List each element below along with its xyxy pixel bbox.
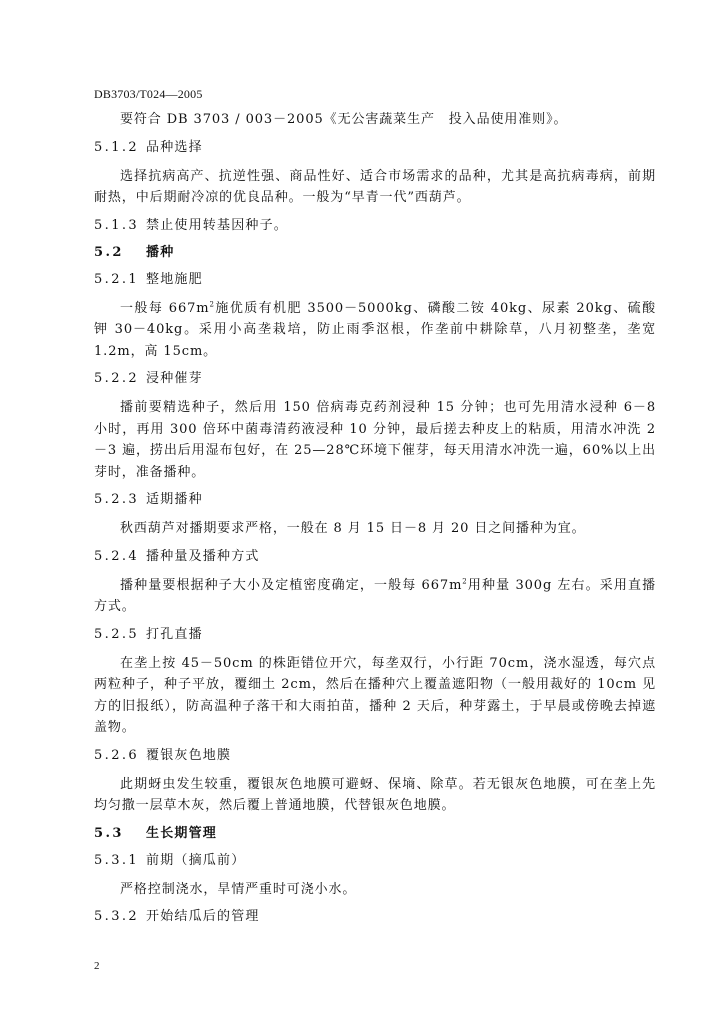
text-run: 播种量要根据种子大小及定植密度确定，一般每 667m — [120, 577, 463, 593]
section-title: 禁止使用转基因种子。 — [146, 217, 289, 233]
section-title: 生长期管理 — [146, 825, 218, 841]
section-5-2-2-heading — [94, 370, 656, 388]
section-5-2-2-paragraph: 播前要精选种子，然后用 150 倍病毒克药剂浸种 15 分钟；也可先用清水浸种 6－8 小时，再用 300 倍环中菌毒清药液浸种 10 分钟，最后搓去种皮上的粘质，用清水冲洗 2－3 遍，捞出后用湿布包好，在 25—28℃环境下催芽，每天用清水冲洗一遍，60%以上出芽时，准备播种。 — [94, 400, 656, 480]
section-title: 播种 — [146, 244, 175, 260]
standard-code-header: DB3703/T024—2005 — [94, 87, 203, 101]
section-title: 播种量及播种方式 — [146, 548, 260, 564]
section-5-3-heading — [94, 825, 656, 843]
section-5-2-5-paragraph: 在垄上按 45－50cm 的株距错位开穴，每垄双行，小行距 70cm，浇水湿透，每穴点两粒种子，种子平放，覆细土 2cm，然后在播种穴上覆盖遮阳物（一般用裁好的 10cm 见方的旧报纸），防高温种子落干和大雨拍苗，播种 2 天后，种芽露土，于早晨或傍晚去掉遮盖物。 — [94, 655, 656, 735]
section-5-2-4-heading — [94, 548, 656, 566]
section-number: 5.2.6 — [94, 747, 140, 763]
section-number: 5.2.4 — [94, 548, 140, 564]
superscript: 2 — [462, 577, 468, 586]
section-title: 浸种催芽 — [146, 371, 203, 386]
section-number: 5.2.5 — [94, 626, 140, 642]
section-number: 5.2 — [94, 244, 124, 260]
section-number: 5.2.1 — [94, 271, 140, 287]
section-5-2-1-heading — [94, 271, 656, 289]
section-5-3-1-paragraph: 严格控制浇水，旱情严重时可浇小水。 — [120, 881, 357, 897]
section-title: 打孔直播 — [146, 626, 203, 642]
section-number: 5.1.3 — [94, 217, 140, 233]
text-run: 施优质有机肥 3500－5000kg、磷酸二铵 40kg、尿素 20kg、硫酸钾 30－40kg。采用小高垄栽培，防止雨季沤根，作垄前中耕除草，八月初整垄，垄宽 1.2m，高 15cm。 — [94, 300, 656, 359]
section-number: 5.3 — [94, 825, 124, 841]
section-title: 前期（摘瓜前） — [146, 852, 246, 868]
text-run: 一般每 667m — [120, 300, 210, 316]
page-number: 2 — [94, 960, 100, 972]
section-5-2-heading — [94, 244, 656, 262]
section-5-2-1-paragraph — [94, 298, 656, 363]
section-5-1-2-heading — [94, 139, 656, 157]
section-5-2-5-heading — [94, 626, 656, 644]
section-5-2-6-heading — [94, 747, 656, 765]
section-number: 5.3.1 — [94, 852, 140, 868]
document-body — [94, 109, 656, 935]
section-title: 适期播种 — [146, 492, 203, 507]
section-number: 5.2.3 — [94, 492, 140, 507]
section-5-3-1-heading — [94, 852, 656, 870]
section-5-3-2-heading — [94, 908, 656, 926]
section-title: 开始结瓜后的管理 — [146, 909, 260, 924]
section-title: 整地施肥 — [146, 271, 203, 287]
intro-paragraph: 要符合 DB 3703 / 003－2005《无公害蔬菜生产 投入品使用准则》。 — [120, 112, 568, 127]
superscript: 2 — [209, 300, 215, 309]
section-title: 品种选择 — [146, 139, 203, 155]
section-number: 5.2.2 — [94, 371, 140, 386]
section-5-2-3-heading — [94, 491, 656, 509]
section-number: 5.1.2 — [94, 139, 140, 155]
text-run: 用种量 300g 左右。采用直播方式。 — [94, 577, 656, 614]
section-5-2-6-paragraph: 此期蚜虫发生较重，覆银灰色地膜可避蚜、保墒、除草。若无银灰色地膜，可在垄上先均匀撒一层草木灰，然后覆上普通地膜，代替银灰色地膜。 — [94, 776, 656, 813]
section-number: 5.3.2 — [94, 909, 140, 924]
section-5-1-3-heading — [94, 217, 656, 235]
section-5-1-2-paragraph: 选择抗病高产、抗逆性强、商品性好、适合市场需求的品种，尤其是高抗病毒病，前期耐热，中后期耐冷凉的优良品种。一般为“早青一代”西葫芦。 — [94, 168, 656, 205]
section-title: 覆银灰色地膜 — [146, 747, 232, 763]
section-5-2-4-paragraph — [94, 575, 656, 618]
section-5-2-3-paragraph: 秋西葫芦对播期要求严格，一般在 8 月 15 日－8 月 20 日之间播种为宜。 — [120, 521, 586, 536]
